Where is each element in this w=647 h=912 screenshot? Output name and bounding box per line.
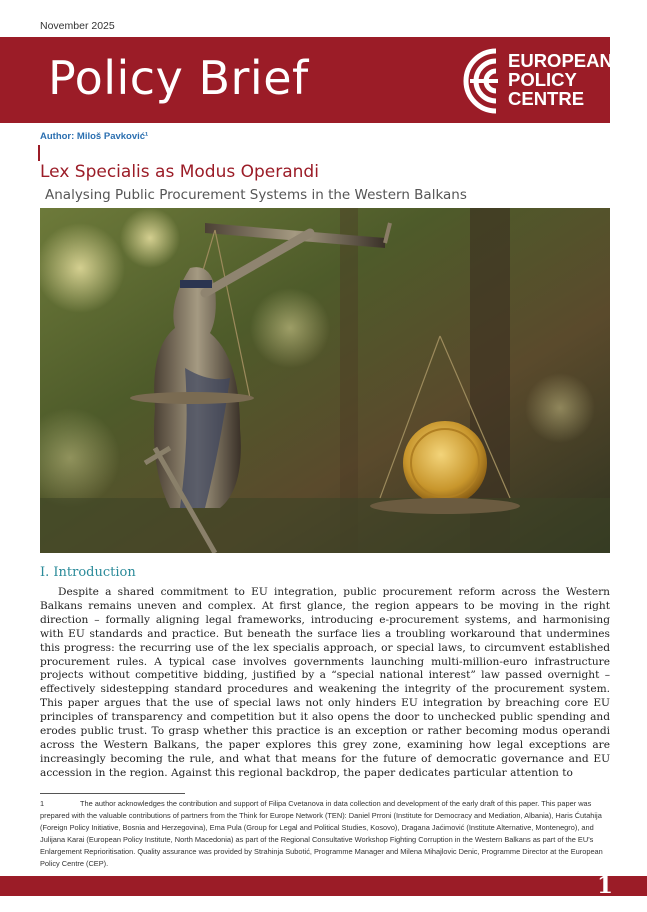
logo-line-1: EUROPEAN bbox=[508, 50, 613, 71]
epc-logo bbox=[460, 41, 613, 119]
lady-justice-photo bbox=[40, 208, 610, 553]
header-banner bbox=[0, 37, 613, 123]
epc-logo-text bbox=[508, 51, 613, 108]
logo-line-2: POLICY bbox=[508, 69, 577, 90]
footer-bar bbox=[0, 876, 647, 896]
epc-logo-icon bbox=[460, 45, 512, 117]
publication-date: November 2025 bbox=[40, 20, 115, 32]
document-type-title: Policy Brief bbox=[48, 51, 309, 105]
footnote-divider bbox=[40, 793, 185, 794]
footnote-number: 1 bbox=[40, 799, 45, 808]
logo-line-3: CENTRE bbox=[508, 88, 585, 109]
page-number: 1 bbox=[597, 872, 614, 899]
section-heading-introduction: I. Introduction bbox=[40, 565, 136, 580]
title-accent-rule bbox=[38, 145, 40, 161]
author-line: Author: Miloš Pavković¹ bbox=[40, 131, 149, 142]
brief-subtitle: Analysing Public Procurement Systems in the Western Balkans bbox=[45, 187, 467, 203]
footnote bbox=[40, 798, 610, 870]
footnote-text: The author acknowledges the contribution and support of Filipa Cvetanova in data collection and development of the early draft of this paper. This paper was prepared with the valuable contributions of partners from the Think for Europe Network (TEN): Daniel Prroni (Institute for Democracy and Mediation, Albania), Haris Ćutahija (Foreign Policy Initiative, Bosnia and Herzegovina), Ema Pula (Group for Legal and Political Studies, Kosovo), Dragana Jaćimović (Institute Alternative, Montenegro), and Julijana Karai (European Policy Institute, North Macedonia) as part of the Regional Consultative Workshop Fighting Corruption in the Western Balkans as part of the EU’s Enlargement Reprioritisation. Quality assurance was provided by Strahinja Subotić, Programme Manager and Milena Mihajlovic Denic, Programme Director at the European Policy Centre (CEP). bbox=[40, 799, 603, 868]
brief-title: Lex Specialis as Modus Operandi bbox=[40, 162, 319, 182]
introduction-paragraph: Despite a shared commitment to EU integration, public procurement reform across the Western Balkans remains uneven and complex. At first glance, the region appears to be moving in the right direction – formally aligning legal frameworks, introducing e-procurement systems, and harmonising with EU standards and practice. But beneath the surface lies a troubling workaround that undermines this progress: the recurring use of the lex specialis approach, or special laws, to circumvent established procurement rules. A typical case involves governments launching multi-million-euro infrastructure projects without competitive bidding, justified by a “special national interest” law passed overnight – effectively sidestepping standard procedures and weakening the integrity of the procurement system. This paper argues that the use of special laws not only hinders EU integration by breaching core EU principles of transparency and competition but it also opens the door to unchecked public spending and erodes public trust. To grasp whether this practice is an exception or rather becoming modus operandi across the Western Balkans, the paper explores this grey zone, examining how legal exceptions are increasingly becoming the rule, and what that means for the future of democratic governance and EU accession in the region. Against this regional backdrop, the paper dedicates particular attention to bbox=[40, 586, 610, 779]
